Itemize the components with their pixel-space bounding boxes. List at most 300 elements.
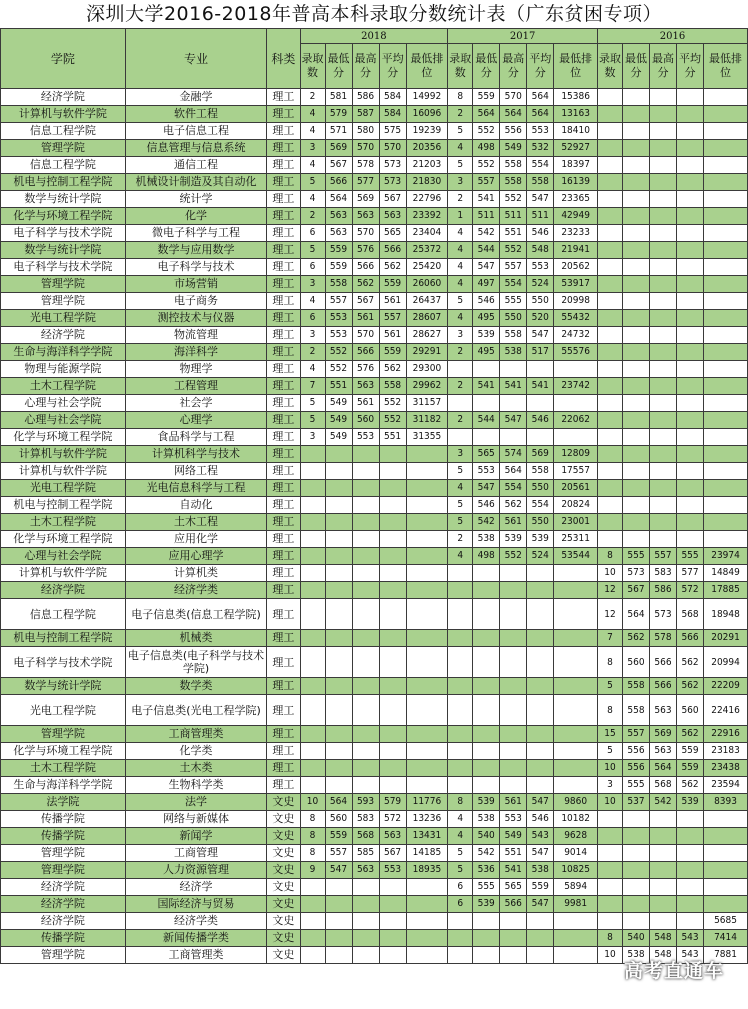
major-cell: 机械类 <box>125 630 266 647</box>
school-cell: 传播学院 <box>1 811 126 828</box>
y2018-value-cell: 567 <box>379 191 406 208</box>
y2017-value-cell: 5 <box>448 463 473 480</box>
y2017-value-cell <box>554 695 598 726</box>
y2016-value-cell <box>598 480 623 497</box>
category-cell: 理工 <box>267 647 300 678</box>
y2016-value-cell <box>704 845 748 862</box>
y2017-value-cell: 550 <box>527 293 554 310</box>
y2018-value-cell: 581 <box>325 89 352 106</box>
y2016-value-cell <box>677 157 704 174</box>
y2016-value-cell: 568 <box>650 777 677 794</box>
school-cell: 信息工程学院 <box>1 157 126 174</box>
y2017-value-cell <box>554 930 598 947</box>
y2018-value-cell: 14185 <box>406 845 448 862</box>
y2018-value-cell: 16096 <box>406 106 448 123</box>
y2017-value-cell: 6 <box>448 896 473 913</box>
y2018-value-cell <box>300 497 325 514</box>
y2018-value-cell <box>352 896 379 913</box>
school-cell: 计算机与软件学院 <box>1 446 126 463</box>
y2017-value-cell: 552 <box>473 123 500 140</box>
category-cell: 理工 <box>267 327 300 344</box>
table-row <box>1 630 748 647</box>
y2017-value-cell <box>554 565 598 582</box>
category-cell: 文史 <box>267 879 300 896</box>
y2016-value-cell: 568 <box>677 599 704 630</box>
y2017-value-cell: 539 <box>527 531 554 548</box>
y2018-value-cell: 18935 <box>406 862 448 879</box>
y2017-value-cell: 9628 <box>554 828 598 845</box>
y2018-value-cell: 8 <box>300 828 325 845</box>
y2016-value-cell: 562 <box>677 726 704 743</box>
y2017-value-cell: 511 <box>473 208 500 225</box>
y2017-value-cell <box>473 947 500 964</box>
y2017-value-cell: 495 <box>473 344 500 361</box>
header-category: 科类 <box>267 29 300 89</box>
y2016-value-cell <box>598 862 623 879</box>
y2017-value-cell: 511 <box>500 208 527 225</box>
y2017-value-cell <box>448 695 473 726</box>
y2016-value-cell <box>598 514 623 531</box>
y2016-value-cell <box>598 174 623 191</box>
major-cell: 法学 <box>125 794 266 811</box>
y2018-value-cell: 558 <box>379 378 406 395</box>
y2016-value-cell: 566 <box>677 630 704 647</box>
y2016-value-cell <box>704 361 748 378</box>
y2016-value-cell <box>598 497 623 514</box>
y2018-value-cell <box>406 695 448 726</box>
y2016-value-cell <box>622 259 649 276</box>
y2016-value-cell: 564 <box>622 599 649 630</box>
school-cell: 管理学院 <box>1 293 126 310</box>
y2017-value-cell: 495 <box>473 310 500 327</box>
y2016-value-cell <box>598 378 623 395</box>
y2017-value-cell: 538 <box>500 344 527 361</box>
y2018-value-cell: 4 <box>300 293 325 310</box>
y2018-value-cell: 6 <box>300 310 325 327</box>
table-row <box>1 174 748 191</box>
major-cell: 市场营销 <box>125 276 266 293</box>
category-cell: 理工 <box>267 548 300 565</box>
school-cell: 传播学院 <box>1 828 126 845</box>
y2017-value-cell: 547 <box>527 794 554 811</box>
y2017-value-cell <box>448 582 473 599</box>
subheader-2018-2: 最高分 <box>352 44 379 89</box>
subheader-2016-0: 录取数 <box>598 44 623 89</box>
table-row <box>1 828 748 845</box>
category-cell: 理工 <box>267 463 300 480</box>
y2018-value-cell <box>325 913 352 930</box>
y2016-value-cell <box>704 208 748 225</box>
y2018-value-cell <box>300 760 325 777</box>
y2016-value-cell: 540 <box>622 930 649 947</box>
y2016-value-cell <box>622 896 649 913</box>
y2018-value-cell <box>379 879 406 896</box>
y2018-value-cell: 562 <box>379 259 406 276</box>
major-cell: 电子科学与技术 <box>125 259 266 276</box>
y2018-value-cell: 2 <box>300 89 325 106</box>
table-row <box>1 647 748 678</box>
table-row <box>1 845 748 862</box>
y2018-value-cell: 573 <box>379 157 406 174</box>
y2017-value-cell <box>527 599 554 630</box>
school-cell: 光电工程学院 <box>1 695 126 726</box>
y2018-value-cell: 564 <box>325 191 352 208</box>
y2016-value-cell <box>650 361 677 378</box>
y2018-value-cell <box>325 760 352 777</box>
major-cell: 光电信息科学与工程 <box>125 480 266 497</box>
y2017-value-cell: 4 <box>448 480 473 497</box>
major-cell: 食品科学与工程 <box>125 429 266 446</box>
y2018-value-cell: 583 <box>352 811 379 828</box>
y2018-value-cell: 553 <box>379 862 406 879</box>
y2016-value-cell <box>704 276 748 293</box>
y2016-value-cell <box>622 913 649 930</box>
major-cell: 海洋科学 <box>125 344 266 361</box>
y2017-value-cell: 547 <box>527 191 554 208</box>
y2016-value-cell <box>650 242 677 259</box>
school-cell: 法学院 <box>1 794 126 811</box>
y2016-value-cell <box>704 293 748 310</box>
y2018-value-cell: 6 <box>300 259 325 276</box>
table-row <box>1 726 748 743</box>
y2016-value-cell: 14849 <box>704 565 748 582</box>
y2016-value-cell <box>704 89 748 106</box>
table-row <box>1 480 748 497</box>
category-cell: 理工 <box>267 695 300 726</box>
school-cell: 电子科学与技术学院 <box>1 647 126 678</box>
y2018-value-cell: 2 <box>300 344 325 361</box>
y2018-value-cell: 557 <box>379 310 406 327</box>
y2018-value-cell: 23404 <box>406 225 448 242</box>
y2017-value-cell: 497 <box>473 276 500 293</box>
admission-table <box>0 28 748 964</box>
y2018-value-cell <box>406 743 448 760</box>
table-row <box>1 930 748 947</box>
y2016-value-cell <box>622 378 649 395</box>
category-cell: 理工 <box>267 123 300 140</box>
subheader-2016-4: 最低排位 <box>704 44 748 89</box>
y2016-value-cell: 20291 <box>704 630 748 647</box>
table-row <box>1 225 748 242</box>
y2016-value-cell: 8 <box>598 548 623 565</box>
y2016-value-cell <box>598 225 623 242</box>
y2016-value-cell <box>704 514 748 531</box>
y2018-value-cell <box>300 480 325 497</box>
y2017-value-cell <box>448 678 473 695</box>
y2016-value-cell <box>650 327 677 344</box>
y2018-value-cell <box>300 582 325 599</box>
y2016-value-cell <box>704 828 748 845</box>
y2016-value-cell <box>704 157 748 174</box>
y2017-value-cell <box>500 599 527 630</box>
y2018-value-cell <box>300 678 325 695</box>
table-row <box>1 794 748 811</box>
y2017-value-cell <box>500 695 527 726</box>
y2018-value-cell <box>379 599 406 630</box>
y2016-value-cell: 562 <box>677 647 704 678</box>
y2018-value-cell <box>379 743 406 760</box>
y2017-value-cell <box>554 395 598 412</box>
y2017-value-cell: 565 <box>500 879 527 896</box>
major-cell: 电子信息类(光电工程学院) <box>125 695 266 726</box>
school-cell: 化学与环境工程学院 <box>1 208 126 225</box>
y2018-value-cell <box>300 630 325 647</box>
y2018-value-cell: 575 <box>379 123 406 140</box>
y2018-value-cell <box>352 913 379 930</box>
y2016-value-cell: 537 <box>622 794 649 811</box>
table-row <box>1 862 748 879</box>
y2016-value-cell <box>622 828 649 845</box>
y2018-value-cell: 6 <box>300 225 325 242</box>
y2017-value-cell <box>448 395 473 412</box>
y2017-value-cell: 5 <box>448 293 473 310</box>
y2018-value-cell: 29291 <box>406 344 448 361</box>
y2016-value-cell: 555 <box>622 777 649 794</box>
y2018-value-cell: 547 <box>325 862 352 879</box>
y2017-value-cell: 565 <box>473 446 500 463</box>
subheader-2016-2: 最高分 <box>650 44 677 89</box>
table-row <box>1 565 748 582</box>
y2016-value-cell <box>622 191 649 208</box>
major-cell: 工商管理 <box>125 845 266 862</box>
y2017-value-cell <box>473 429 500 446</box>
table-row <box>1 293 748 310</box>
y2017-value-cell <box>527 647 554 678</box>
y2018-value-cell: 2 <box>300 208 325 225</box>
y2016-value-cell <box>622 327 649 344</box>
school-cell: 经济学院 <box>1 896 126 913</box>
y2016-value-cell <box>598 293 623 310</box>
y2018-value-cell: 3 <box>300 140 325 157</box>
y2018-value-cell <box>300 514 325 531</box>
y2018-value-cell <box>379 647 406 678</box>
y2018-value-cell: 549 <box>325 429 352 446</box>
major-cell: 物流管理 <box>125 327 266 344</box>
y2017-value-cell <box>500 947 527 964</box>
y2018-value-cell: 578 <box>352 157 379 174</box>
school-cell: 化学与环境工程学院 <box>1 429 126 446</box>
y2018-value-cell <box>300 896 325 913</box>
school-cell: 计算机与软件学院 <box>1 463 126 480</box>
y2017-value-cell <box>500 678 527 695</box>
y2018-value-cell: 566 <box>325 174 352 191</box>
y2016-value-cell <box>677 123 704 140</box>
y2017-value-cell: 564 <box>527 106 554 123</box>
y2016-value-cell <box>650 497 677 514</box>
y2016-value-cell <box>622 157 649 174</box>
subheader-2017-2: 最高分 <box>500 44 527 89</box>
y2018-value-cell: 4 <box>300 361 325 378</box>
y2017-value-cell: 547 <box>527 845 554 862</box>
table-row <box>1 913 748 930</box>
school-cell: 土木工程学院 <box>1 378 126 395</box>
y2016-value-cell <box>677 293 704 310</box>
y2016-value-cell <box>622 174 649 191</box>
y2018-value-cell <box>406 647 448 678</box>
school-cell: 经济学院 <box>1 879 126 896</box>
y2017-value-cell: 558 <box>527 463 554 480</box>
y2018-value-cell <box>325 480 352 497</box>
y2016-value-cell: 559 <box>677 760 704 777</box>
y2016-value-cell: 10 <box>598 760 623 777</box>
y2016-value-cell <box>622 862 649 879</box>
major-cell: 测控技术与仪器 <box>125 310 266 327</box>
y2018-value-cell: 557 <box>325 845 352 862</box>
y2017-value-cell: 541 <box>500 378 527 395</box>
category-cell: 文史 <box>267 896 300 913</box>
y2017-value-cell: 2 <box>448 344 473 361</box>
y2016-value-cell <box>650 344 677 361</box>
y2017-value-cell: 20562 <box>554 259 598 276</box>
table-row <box>1 191 748 208</box>
y2016-value-cell <box>677 862 704 879</box>
y2017-value-cell: 5894 <box>554 879 598 896</box>
y2017-value-cell: 4 <box>448 548 473 565</box>
y2018-value-cell: 23392 <box>406 208 448 225</box>
y2018-value-cell: 22796 <box>406 191 448 208</box>
school-cell: 化学与环境工程学院 <box>1 531 126 548</box>
y2016-value-cell <box>677 828 704 845</box>
y2018-value-cell <box>406 565 448 582</box>
y2017-value-cell: 20824 <box>554 497 598 514</box>
y2017-value-cell <box>527 930 554 947</box>
y2016-value-cell: 569 <box>650 726 677 743</box>
y2017-value-cell: 541 <box>473 191 500 208</box>
y2016-value-cell: 5 <box>598 743 623 760</box>
y2018-value-cell <box>325 879 352 896</box>
major-cell: 电子信息类(信息工程学院) <box>125 599 266 630</box>
category-cell: 理工 <box>267 599 300 630</box>
y2017-value-cell: 554 <box>500 276 527 293</box>
y2017-value-cell: 4 <box>448 242 473 259</box>
y2018-value-cell: 565 <box>379 225 406 242</box>
y2017-value-cell <box>500 361 527 378</box>
y2018-value-cell: 569 <box>325 140 352 157</box>
y2017-value-cell: 541 <box>527 378 554 395</box>
category-cell: 文史 <box>267 828 300 845</box>
y2017-value-cell: 5 <box>448 497 473 514</box>
y2016-value-cell: 20994 <box>704 647 748 678</box>
y2017-value-cell: 52927 <box>554 140 598 157</box>
table-row <box>1 344 748 361</box>
y2016-value-cell <box>650 514 677 531</box>
y2016-value-cell: 8 <box>598 647 623 678</box>
y2016-value-cell <box>704 497 748 514</box>
y2016-value-cell <box>677 446 704 463</box>
y2018-value-cell <box>325 930 352 947</box>
y2017-value-cell: 570 <box>500 89 527 106</box>
y2016-value-cell <box>598 310 623 327</box>
category-cell: 理工 <box>267 378 300 395</box>
y2017-value-cell: 5 <box>448 862 473 879</box>
y2018-value-cell: 20356 <box>406 140 448 157</box>
y2016-value-cell <box>622 140 649 157</box>
y2016-value-cell <box>677 463 704 480</box>
category-cell: 理工 <box>267 678 300 695</box>
y2016-value-cell <box>650 811 677 828</box>
y2017-value-cell <box>500 630 527 647</box>
y2017-value-cell: 22062 <box>554 412 598 429</box>
y2018-value-cell: 559 <box>325 828 352 845</box>
y2016-value-cell: 23974 <box>704 548 748 565</box>
y2018-value-cell: 549 <box>325 412 352 429</box>
y2016-value-cell <box>704 225 748 242</box>
table-row <box>1 743 748 760</box>
y2017-value-cell: 10825 <box>554 862 598 879</box>
table-row <box>1 531 748 548</box>
y2017-value-cell: 524 <box>527 548 554 565</box>
y2018-value-cell: 8 <box>300 845 325 862</box>
y2016-value-cell: 5685 <box>704 913 748 930</box>
y2018-value-cell <box>300 599 325 630</box>
y2018-value-cell <box>325 678 352 695</box>
y2018-value-cell: 570 <box>352 225 379 242</box>
y2016-value-cell <box>704 463 748 480</box>
y2017-value-cell <box>500 582 527 599</box>
y2018-value-cell: 587 <box>352 106 379 123</box>
y2017-value-cell <box>448 429 473 446</box>
y2016-value-cell: 567 <box>622 582 649 599</box>
y2016-value-cell <box>622 412 649 429</box>
major-cell: 化学类 <box>125 743 266 760</box>
y2018-value-cell: 569 <box>352 191 379 208</box>
y2017-value-cell <box>500 395 527 412</box>
y2017-value-cell <box>554 630 598 647</box>
y2018-value-cell <box>406 514 448 531</box>
y2018-value-cell: 4 <box>300 157 325 174</box>
y2018-value-cell <box>406 726 448 743</box>
y2016-value-cell <box>677 480 704 497</box>
y2018-value-cell: 593 <box>352 794 379 811</box>
y2017-value-cell: 3 <box>448 446 473 463</box>
major-cell: 金融学 <box>125 89 266 106</box>
y2016-value-cell <box>622 446 649 463</box>
category-cell: 理工 <box>267 777 300 794</box>
y2018-value-cell <box>352 480 379 497</box>
y2017-value-cell <box>500 760 527 777</box>
y2016-value-cell: 566 <box>650 647 677 678</box>
y2017-value-cell: 551 <box>500 845 527 862</box>
y2018-value-cell <box>325 497 352 514</box>
y2017-value-cell: 541 <box>500 862 527 879</box>
y2017-value-cell <box>554 599 598 630</box>
y2017-value-cell: 539 <box>473 794 500 811</box>
y2017-value-cell <box>527 695 554 726</box>
category-cell: 理工 <box>267 726 300 743</box>
y2018-value-cell: 567 <box>352 293 379 310</box>
y2017-value-cell: 520 <box>527 310 554 327</box>
y2017-value-cell: 549 <box>500 140 527 157</box>
y2016-value-cell <box>677 276 704 293</box>
table-row <box>1 446 748 463</box>
y2016-value-cell: 577 <box>677 565 704 582</box>
y2018-value-cell: 562 <box>379 361 406 378</box>
major-cell: 物理学 <box>125 361 266 378</box>
y2016-value-cell: 8393 <box>704 794 748 811</box>
y2017-value-cell <box>448 565 473 582</box>
y2017-value-cell: 25311 <box>554 531 598 548</box>
y2016-value-cell <box>622 89 649 106</box>
y2018-value-cell <box>325 695 352 726</box>
y2017-value-cell: 552 <box>473 157 500 174</box>
y2017-value-cell: 53917 <box>554 276 598 293</box>
y2018-value-cell <box>300 879 325 896</box>
table-row <box>1 327 748 344</box>
category-cell: 文史 <box>267 811 300 828</box>
y2017-value-cell: 4 <box>448 811 473 828</box>
y2018-value-cell: 573 <box>379 174 406 191</box>
major-cell: 工商管理类 <box>125 947 266 964</box>
